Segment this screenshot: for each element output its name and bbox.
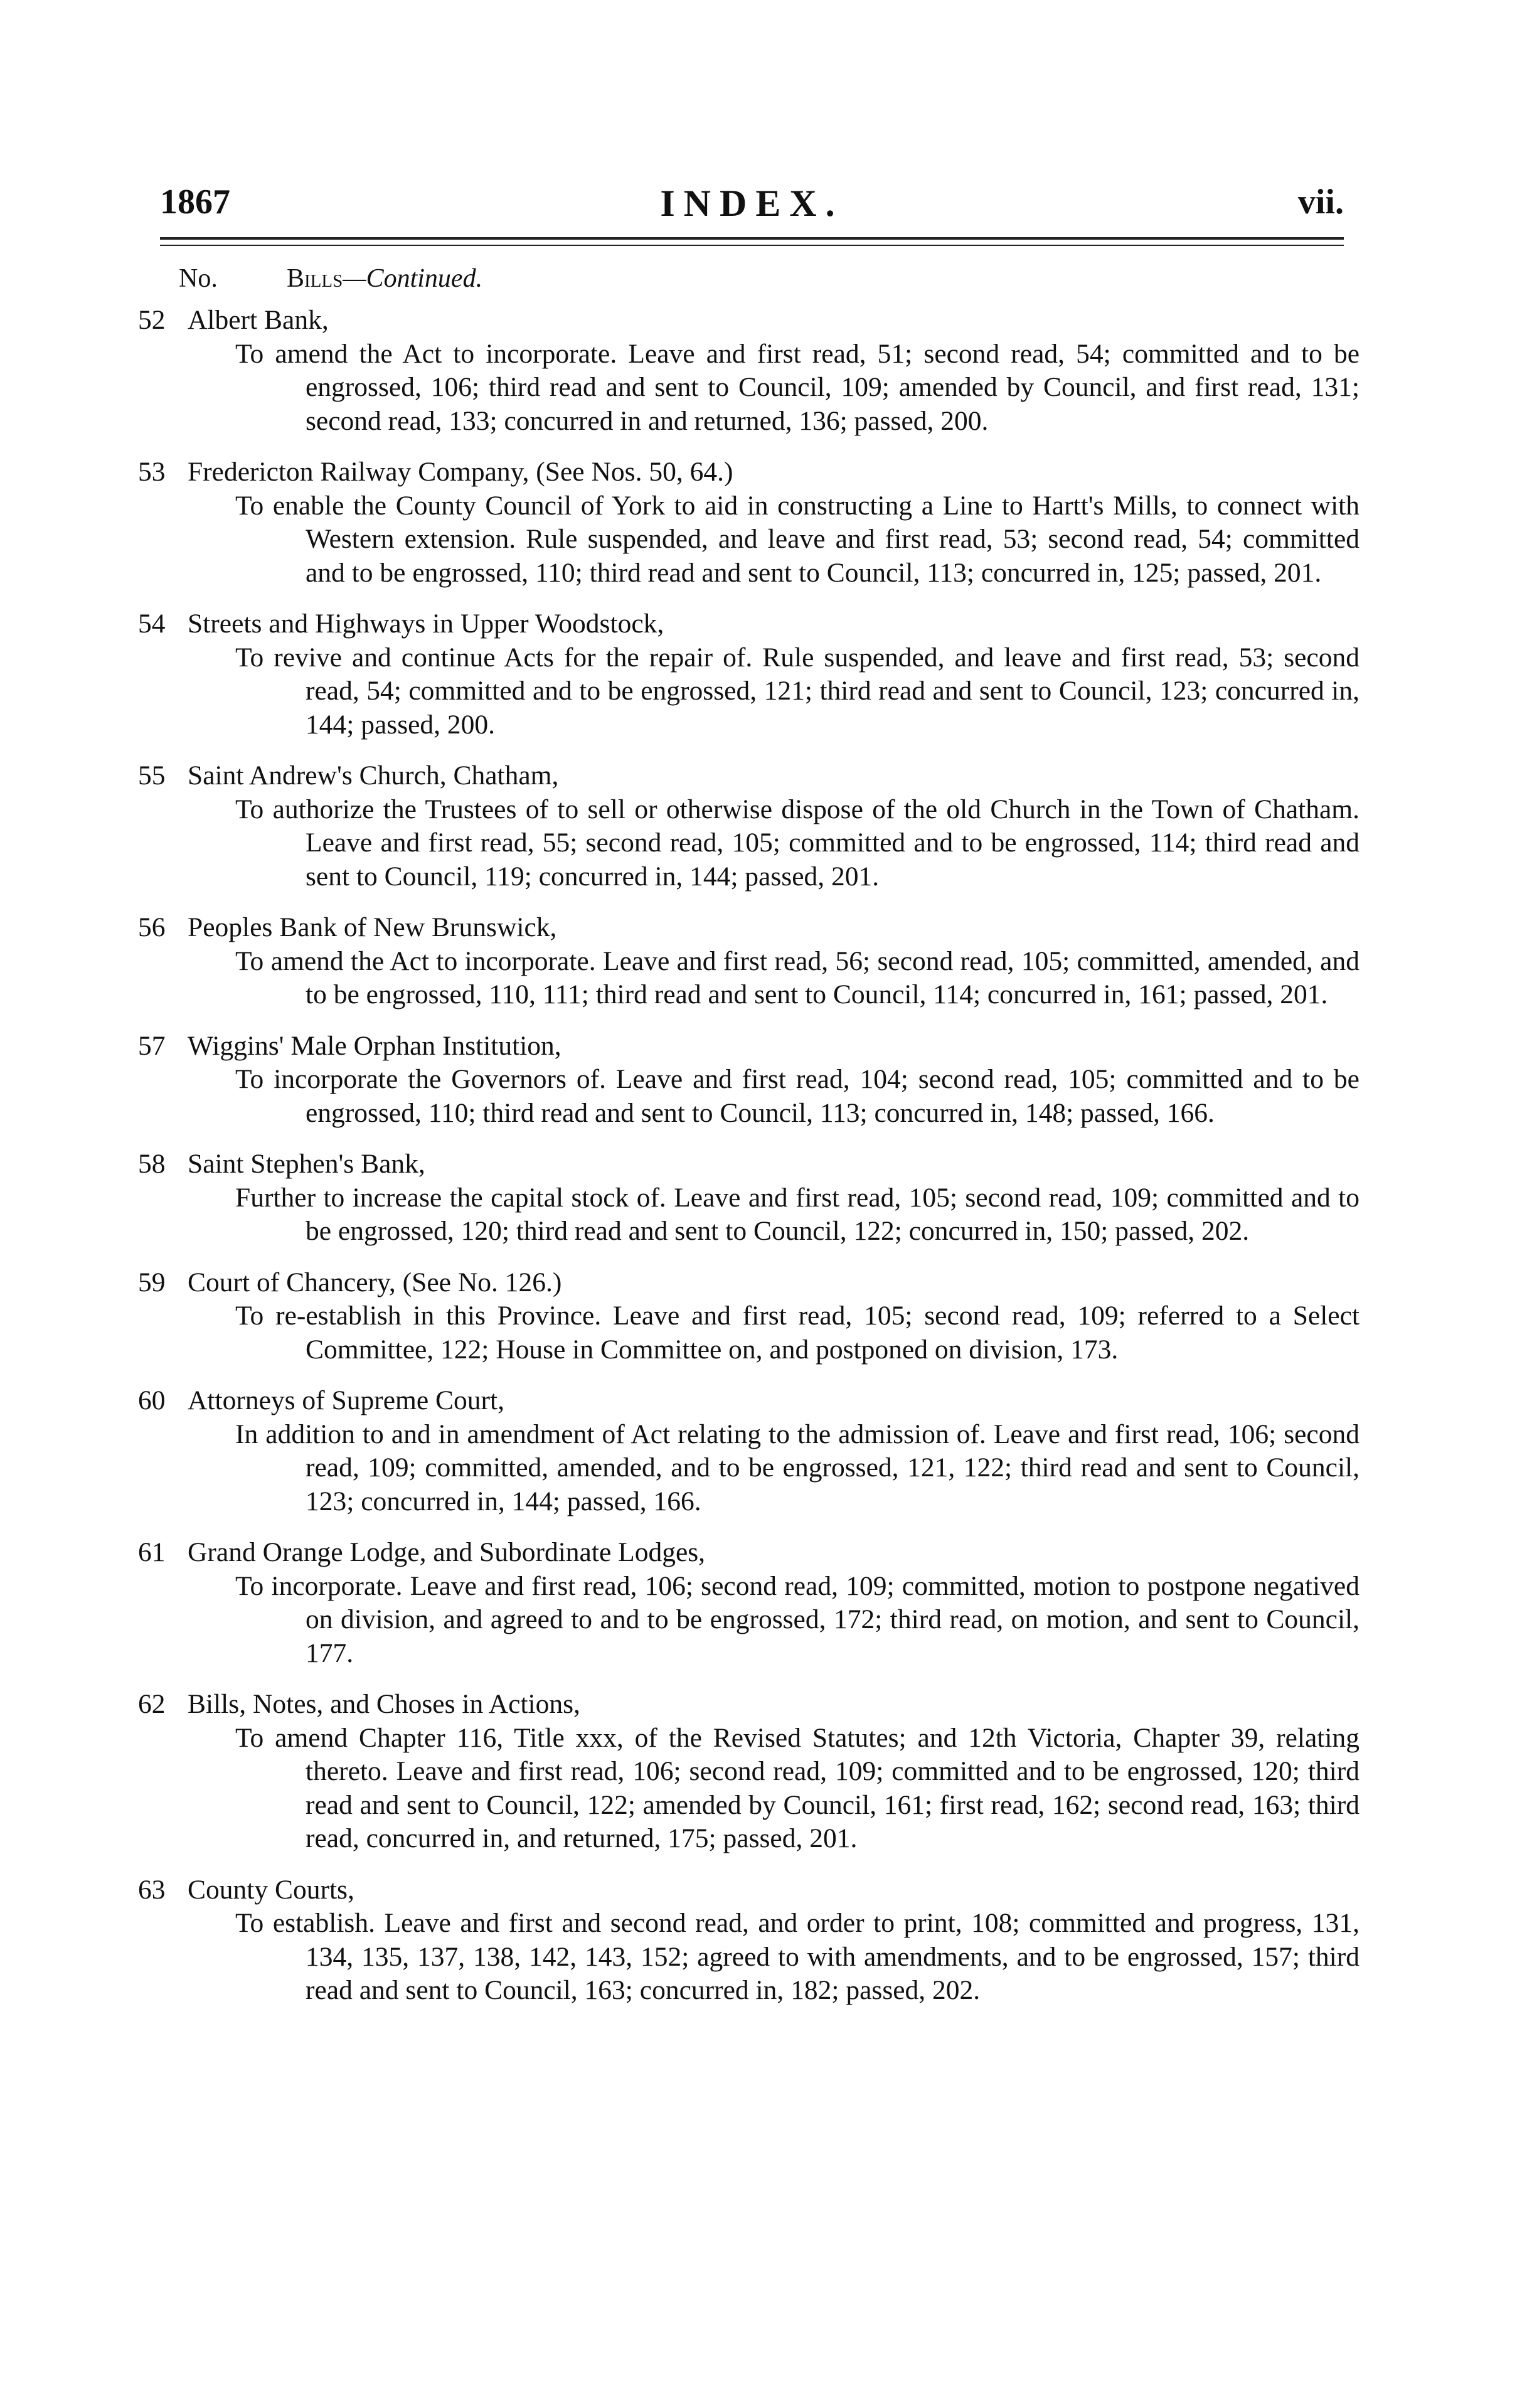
entry-heading: [0, 759, 1527, 793]
entry-number: 59: [138, 1267, 166, 1297]
entry-title: Attorneys of Supreme Court,: [188, 1385, 505, 1415]
entry-number: 60: [138, 1385, 166, 1415]
page-year: 1867: [160, 183, 230, 221]
index-entry: [0, 1536, 1527, 1670]
index-entries: [0, 304, 1527, 2025]
entry-heading: [0, 1266, 1527, 1300]
page-header: [160, 182, 1344, 232]
entry-description: Further to increase the capital stock of. Leave and first read, 105; second read, 109; committed and to be engrossed, 120; third read and sent to Council, 122; concurred in, 150; passed, 202.: [235, 1182, 1359, 1246]
entry-heading: [0, 607, 1527, 641]
index-entry: [0, 1873, 1527, 2008]
entry-description: To establish. Leave and first and second read, and order to print, 108; committed and progress, 131, 134, 135, 137, 138, 142, 143, 152; agreed to with amendments, and to be engrossed, 157; third read and sent to Council, 163; concurred in, 182; passed, 202.: [235, 1908, 1359, 2005]
entry-description: To revive and continue Acts for the repair of. Rule suspended, and leave and first read, 53; second read, 54; committed and to be engrossed, 121; third read and sent to Council, 123; concurred in, 144; passed, 200.: [235, 642, 1359, 740]
index-entry: [0, 455, 1527, 590]
index-entry: [0, 1030, 1527, 1131]
header-rule-thick: [160, 237, 1344, 240]
entry-title: Grand Orange Lodge, and Subordinate Lodges,: [188, 1537, 706, 1567]
entry-description: To amend Chapter 116, Title xxx, of the Revised Statutes; and 12th Victoria, Chapter 39, relating thereto. Leave and first read, 106; second read, 109; committed and to be engrossed, 120; third read and sent to Council, 122; amended by Council, 161; first read, 162; second read, 163; third read, concurred in, and returned, 175; passed, 201.: [235, 1722, 1359, 1853]
entry-number: 52: [138, 305, 166, 335]
index-entry: [0, 1266, 1527, 1367]
entry-description: To incorporate the Governors of. Leave and first read, 104; second read, 105; committed and to be engrossed, 110; third read and sent to Council, 113; concurred in, 148; passed, 166.: [235, 1064, 1359, 1128]
entry-title: Albert Bank,: [188, 305, 329, 335]
index-entry: [0, 759, 1527, 893]
index-entry: [0, 1148, 1527, 1249]
entry-title: Saint Andrew's Church, Chatham,: [188, 760, 559, 791]
entry-heading: [0, 1384, 1527, 1418]
entry-description: To incorporate. Leave and first read, 106; second read, 109; committed, motion to postpone negatived on division, and agreed to and to be engrossed, 172; third read, on motion, and sent to Council, 177.: [235, 1570, 1359, 1668]
entry-description: To amend the Act to incorporate. Leave and first read, 51; second read, 54; committed and to be engrossed, 106; third read and sent to Council, 109; amended by Council, and first read, 131; second read, 133; concurred in and returned, 136; passed, 200.: [235, 338, 1359, 436]
page-title: INDEX.: [660, 183, 844, 224]
entry-title: County Courts,: [188, 1874, 354, 1905]
entry-title: Fredericton Railway Company, (See Nos. 50, 64.): [188, 457, 733, 487]
entry-title: Peoples Bank of New Brunswick,: [188, 912, 557, 942]
section-label: Bills: [287, 264, 343, 293]
index-entry: [0, 1688, 1527, 1856]
entry-title: Wiggins' Male Orphan Institution,: [188, 1030, 561, 1061]
entry-heading: [0, 1148, 1527, 1181]
entry-title: Streets and Highways in Upper Woodstock,: [188, 609, 664, 639]
entry-heading: [0, 304, 1527, 338]
entry-description: To authorize the Trustees of to sell or otherwise dispose of the old Church in the Town of Chatham. Leave and first read, 55; second read, 105; committed and to be engrossed, 114; third read and sent to Council, 119; concurred in, 144; passed, 201.: [235, 794, 1359, 892]
index-entry: [0, 911, 1527, 1012]
entry-number: 57: [138, 1030, 166, 1061]
entry-number: 63: [138, 1874, 166, 1905]
entry-title: Bills, Notes, and Choses in Actions,: [188, 1689, 580, 1719]
number-column-label: No.: [179, 264, 218, 293]
entry-number: 53: [138, 457, 166, 487]
entry-heading: [0, 1030, 1527, 1063]
page-number: vii.: [1297, 183, 1344, 221]
entry-description: To enable the County Council of York to aid in constructing a Line to Hartt's Mills, to connect with Western extension. Rule suspended, and leave and first read, 53; second read, 54; committed and to be engrossed, 110; third read and sent to Council, 113; concurred in, 125; passed, 201.: [235, 490, 1359, 588]
entry-number: 54: [138, 609, 166, 639]
entry-number: 55: [138, 760, 166, 791]
entry-title: Saint Stephen's Bank,: [188, 1149, 425, 1179]
entry-heading: [0, 1873, 1527, 1907]
continued-label: —Continued.: [343, 264, 483, 293]
entry-heading: [0, 1688, 1527, 1722]
index-entry: [0, 304, 1527, 438]
entry-description: In addition to and in amendment of Act relating to the admission of. Leave and first read, 106; second read, 109; committed, amended, and to be engrossed, 121, 122; third read and sent to Council, 123; concurred in, 144; passed, 166.: [235, 1419, 1359, 1516]
entry-description: To amend the Act to incorporate. Leave and first read, 56; second read, 105; committed, amended, and to be engrossed, 110, 111; third read and sent to Council, 114; concurred in, 161; passed, 201.: [235, 946, 1359, 1010]
section-title: [287, 264, 482, 294]
entry-number: 62: [138, 1689, 166, 1719]
header-rule-thin: [160, 245, 1344, 246]
index-entry: [0, 607, 1527, 742]
entry-title: Court of Chancery, (See No. 126.): [188, 1267, 562, 1297]
entry-heading: [0, 455, 1527, 489]
entry-number: 58: [138, 1149, 166, 1179]
entry-description: To re-establish in this Province. Leave and first read, 105; second read, 109; referred to a Select Committee, 122; House in Committee on, and postponed on division, 173.: [235, 1301, 1359, 1365]
entry-heading: [0, 1536, 1527, 1570]
index-entry: [0, 1384, 1527, 1518]
entry-number: 61: [138, 1537, 166, 1567]
entry-heading: [0, 911, 1527, 945]
entry-number: 56: [138, 912, 166, 942]
